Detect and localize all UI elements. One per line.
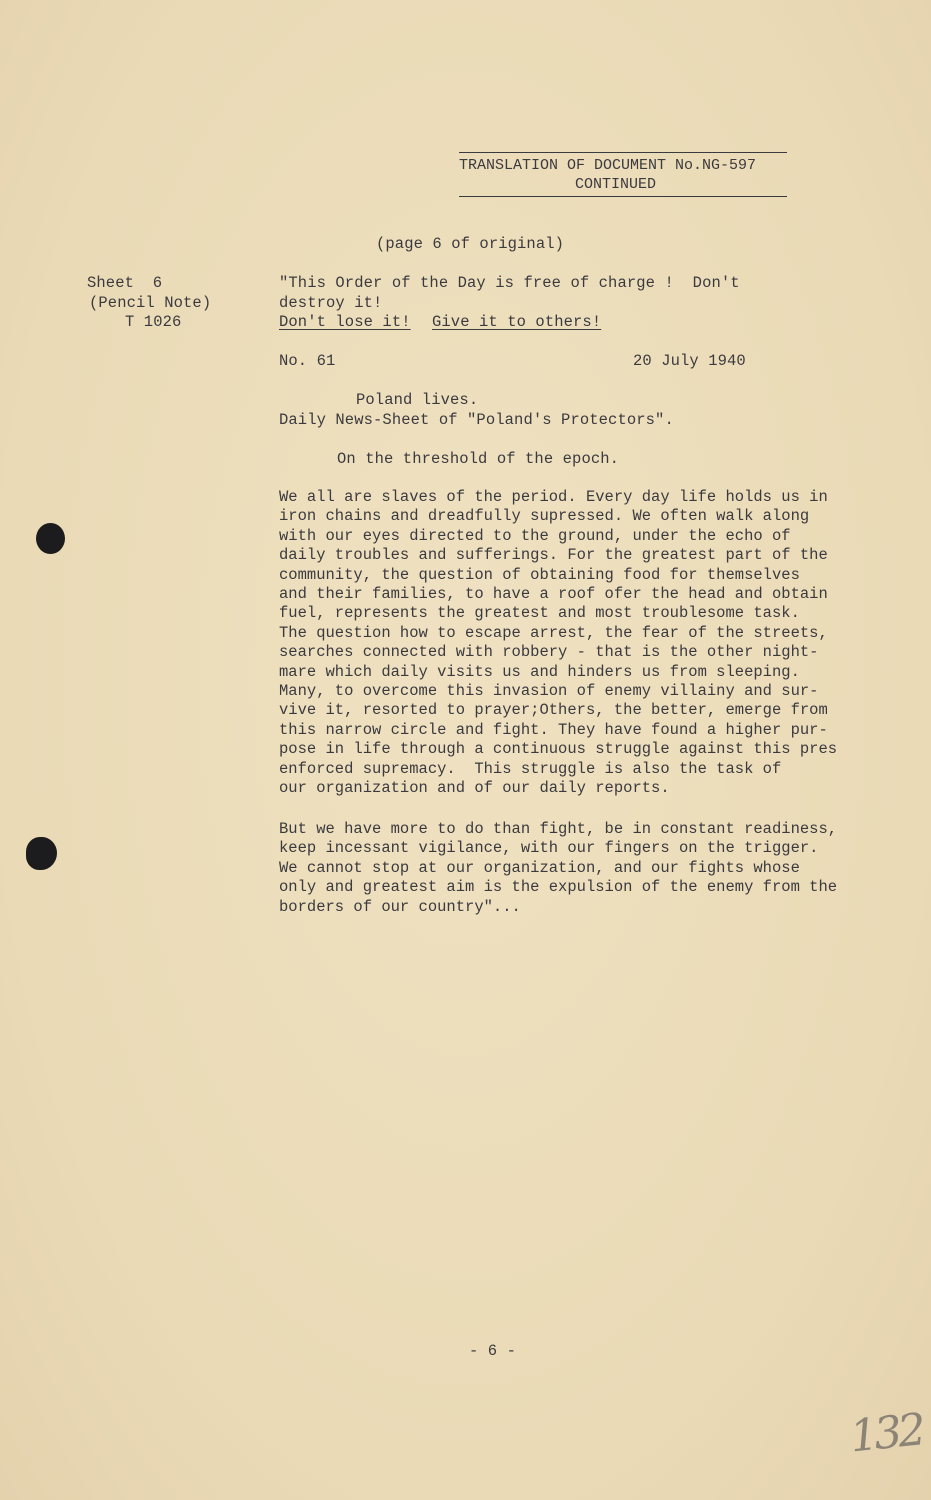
text-line: community, the question of obtaining food for themselves <box>279 565 800 584</box>
text-line: with our eyes directed to the ground, under the echo of <box>279 526 791 545</box>
intro-line-1: "This Order of the Day is free of charge ! Don't <box>279 274 740 292</box>
translation-header <box>459 152 787 197</box>
page-number: - 6 - <box>469 1342 517 1360</box>
masthead-line-2: Daily News-Sheet of "Poland's Protectors". <box>279 411 674 429</box>
masthead-line-1: Poland lives. <box>356 391 479 409</box>
margin-note-sheet: Sheet 6 <box>87 274 163 292</box>
issue-number: No. 61 <box>279 352 336 370</box>
text-line: searches connected with robbery - that is the other night- <box>279 643 819 662</box>
text-line: We all are slaves of the period. Every day life holds us in <box>279 488 828 506</box>
text-line: only and greatest aim is the expulsion of the enemy from the <box>279 878 838 897</box>
text-line: our organization and of our daily reports. <box>279 779 670 798</box>
text-line: borders of our country"... <box>279 897 521 916</box>
text-line: mare which daily visits us and hinders us from sleeping. <box>279 662 800 681</box>
text-line: fuel, represents the greatest and most troublesome task. <box>279 604 800 623</box>
text-line: Many, to overcome this invasion of enemy villainy and sur- <box>279 682 819 701</box>
article-paragraph-1 <box>279 488 859 799</box>
text-line: keep incessant vigilance, with our fingers on the trigger. <box>279 839 819 858</box>
header-continued: CONTINUED <box>575 176 657 193</box>
punch-hole-lower <box>26 837 57 870</box>
text-line: enforced supremacy. This struggle is also the task of <box>279 759 782 778</box>
margin-note-code: T 1026 <box>125 313 182 331</box>
text-line: daily troubles and sufferings. For the greatest part of the <box>279 546 828 565</box>
intro-line-3a: Don't lose it! <box>279 313 411 331</box>
issue-date: 20 July 1940 <box>633 352 746 370</box>
intro-line-2: destroy it! <box>279 294 383 312</box>
intro-line-3b: Give it to others! <box>432 313 602 331</box>
text-line: this narrow circle and fight. They have found a higher pur- <box>279 720 828 739</box>
text-line: iron chains and dreadfully supressed. We often walk along <box>279 507 810 526</box>
text-line: But we have more to do than fight, be in constant readiness, <box>279 820 838 838</box>
text-line: We cannot stop at our organization, and our fights whose <box>279 858 800 877</box>
header-title: TRANSLATION OF DOCUMENT No.NG-597 <box>459 157 757 174</box>
text-line: and their families, to have a roof ofer the head and obtain <box>279 585 828 604</box>
text-line: The question how to escape arrest, the fear of the streets, <box>279 623 828 642</box>
margin-note-pencil: (Pencil Note) <box>89 294 212 312</box>
punch-hole-upper <box>36 523 65 554</box>
page-reference: (page 6 of original) <box>376 235 565 253</box>
text-line: vive it, resorted to prayer;Others, the better, emerge from <box>279 701 828 720</box>
article-paragraph-2 <box>279 820 859 917</box>
text-line: pose in life through a continuous struggle against this pres <box>279 740 838 759</box>
handwritten-number: 132 <box>847 1404 925 1463</box>
article-headline: On the threshold of the epoch. <box>337 450 620 468</box>
